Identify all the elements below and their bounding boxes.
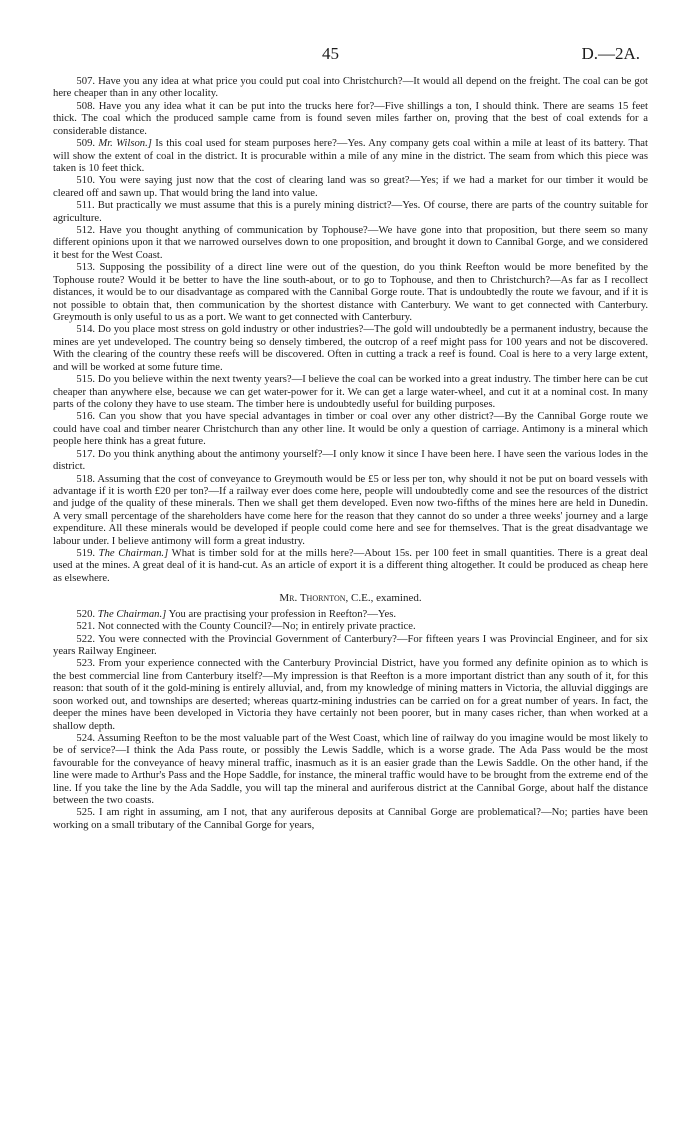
- question-text: Not connected with the County Council?—No; in entirely private practice.: [97, 621, 416, 633]
- question-text: From your experience connected with the Canterbury Provincial District, have you formed any definite opinion as to which is the best commercial line from Canterbury itself?—My impression is that Reefton is a more important district than any south of it, for this reason: that south of it the gold-mining is entirely alluvial, and, from my knowledge of mining matters in Victoria, the alluvial diggings are soon worked out, and townships are deserted; whereas quartz-mining industries can be carried on for a great number of years. In fact, the deeper the mines have been developed in Victoria they have certainly not been poorer, but in many cases richer, than when worked at a shallow depth.: [53, 658, 648, 732]
- question-number: 508.: [76, 100, 96, 112]
- speaker-label: The Chairman.]: [98, 548, 169, 560]
- question-text: What is timber sold for at the mills here?—About 15s. per 100 feet in small quantities. There is a great deal used at the mines. A great deal of it is hand-cut. As an article of export it is a different thing altogether. It could be produced as cheap here as elsewhere.: [53, 548, 648, 584]
- examination-section-1: [53, 76, 648, 585]
- question-number: 524.: [76, 732, 96, 744]
- question-text: Assuming that the cost of conveyance to Greymouth would be £5 or less per ton, why should it not be put on board vessels with advantage if it is worth £20 per ton?—If a railway ever does come here, people will undoubtedly come and see the resources of the district and judge of the quality of these minerals. Then we shall get them developed. Even now two-fifths of the mines here are held in Dunedin. A very small percentage of the shareholders have come here for the reason that they cannot do so under a three weeks' journey and a large expenditure. All these minerals would be developed if people could come here and see for themselves. That is the great disadvantage we labour under. I believe antimony will form a great industry.: [53, 473, 648, 547]
- witness-name: Mr. Thornton: [279, 592, 346, 605]
- question-number: 512.: [76, 225, 96, 237]
- speaker-label: The Chairman.]: [97, 608, 167, 620]
- witness-heading: [53, 592, 648, 604]
- question-text: Have you any idea at what price you could put coal into Christchurch?—It would all depend on the freight. The coal can be got here cheaper than in any other locality.: [53, 76, 648, 100]
- question-number: 510.: [76, 175, 96, 187]
- question-text: Assuming Reefton to be the most valuable part of the West Coast, which line of railway do you imagine would be most likely to be of service?—I think the Ada Pass route, or possibly the Lewis Saddle, which is a worse grade. The Ada Pass would be the most favourable for the conveyance of heavy mineral traffic, inasmuch as it is an easier grade than the Lewis Saddle. On the other hand, if the line were made to Arthur's Pass and the Hope Saddle, for instance, the mineral traffic would have to be brought from the extreme end of the line. If you take the line by the Ada Saddle, you will tap the mineral and auriferous district at the Cannibal Gorge, about half the distance between the two coasts.: [53, 732, 648, 807]
- question-text: Have you thought anything of communication by Tophouse?—We have gone into that proposition, but there seem so many different opinions upon it that we narrowed ourselves down to one proposition, and brought it down to Cannibal Gorge, and we considered it best for the West Coast.: [53, 225, 648, 261]
- question-number: 517.: [76, 448, 96, 460]
- question-paragraph: [53, 262, 648, 324]
- question-number: 522.: [76, 633, 96, 645]
- document-code: D.—2A.: [581, 44, 640, 63]
- question-number: 525.: [76, 807, 96, 819]
- question-number: 515.: [76, 374, 96, 386]
- question-text: Is this coal used for steam purposes here?—Yes. Any company gets coal within a mile at least of its battery. That will show the extent of coal in the district. It is procurable within a mile of any mine in the district. The seam from which this piece was taken is 10 feet thick.: [53, 138, 648, 174]
- question-paragraph: [53, 807, 648, 832]
- question-paragraph: [53, 621, 648, 633]
- page-header: [0, 44, 700, 68]
- question-paragraph: [53, 225, 648, 262]
- question-paragraph: [53, 411, 648, 448]
- body-text: [53, 76, 648, 832]
- question-number: 520.: [76, 608, 96, 620]
- question-text: I am right in assuming, am I not, that any auriferous deposits at Cannibal Gorge are problematical?—No; parties have been working on a small tributary of the Cannibal Gorge for years,: [53, 807, 648, 831]
- question-number: 514.: [76, 324, 96, 336]
- question-paragraph: [53, 138, 648, 175]
- examination-section-2: [53, 609, 648, 833]
- witness-title: , C.E., examined.: [345, 592, 422, 605]
- question-text: Have you any idea what it can be put into the trucks here for?—Five shillings a ton, I should think. There are seams 15 feet thick. The coal which the produced sample came from is found seven miles farther on, proving that the best of coal extends for a considerable distance.: [53, 100, 648, 137]
- question-text: You were connected with the Provincial Government of Canterbury?—For fifteen years I was Provincial Engineer, and for six years Railway Engineer.: [53, 633, 649, 657]
- question-paragraph: [53, 200, 648, 225]
- question-paragraph: [53, 658, 648, 733]
- question-number: 518.: [76, 473, 96, 485]
- speaker-label: Mr. Wilson.]: [98, 138, 152, 150]
- question-paragraph: [53, 634, 648, 659]
- question-number: 521.: [76, 621, 96, 633]
- question-paragraph: [53, 374, 648, 411]
- question-text: You are practising your profession in Reefton?—Yes.: [168, 608, 397, 620]
- question-number: 513.: [76, 262, 96, 274]
- question-paragraph: [53, 324, 648, 374]
- question-text: Can you show that you have special advantages in timber or coal over any other district?—By the Cannibal Gorge route we could have coal and timber nearer Christchurch than any other line. It would be only a question of carriage. Antimony is a mineral which people here think has a great future.: [53, 411, 648, 448]
- question-paragraph: [53, 101, 648, 138]
- question-paragraph: [53, 609, 648, 621]
- question-number: 507.: [76, 76, 96, 87]
- question-number: 516.: [76, 411, 96, 423]
- question-paragraph: [53, 733, 648, 808]
- question-number: 519.: [76, 548, 96, 560]
- question-number: 523.: [76, 658, 96, 670]
- question-number: 511.: [76, 200, 95, 212]
- page-number: 45: [322, 44, 339, 63]
- question-text: Do you believe within the next twenty years?—I believe the coal can be worked into a great industry. The timber here can be cut cheaper than anywhere else, because we can get water-power for it. We can get a large water-wheel, and cut it at a nominal cost. In many parts of the colony they have to use steam. The timber here is undoubtedly useful for building purposes.: [53, 374, 648, 410]
- question-number: 509.: [76, 138, 96, 150]
- question-paragraph: [53, 449, 648, 474]
- question-text: Do you place most stress on gold industry or other industries?—The gold will undoubtedly be a permanent industry, because the mines are yet undeveloped. The country being so densely timbered, the outcrop of a reef might pass for 100 years and not be discovered. With the clearing of the country these reefs will be discovered. Often in cutting a track a reef is found. Coal is here to a very large extent, and will be worked at some future time.: [53, 324, 648, 373]
- question-text: You were saying just now that the cost of clearing land was so great?—Yes; if we had a market for our timber it would be cleared off and sawn up. That would bring the land into value.: [53, 175, 649, 199]
- question-paragraph: [53, 175, 648, 200]
- question-text: Supposing the possibility of a direct line were out of the question, do you think Reefton would be more benefited by the Tophouse route? Would it be better to have the line south-about, or to go to Tophouse, and then to Christchurch?—As far as I recollect distances, it would be to our disadvantage as compared with the Cannibal Gorge route. That is undoubtedly the route we favour, and if it is not possible to obtain that, then communication by the shortest distance with Canterbury. We want to get connected with Canterbury. Greymouth is only useful to us as a port. We want to get connected with Canterbury.: [53, 262, 648, 324]
- question-text: But practically we must assume that this is a purely mining district?—Yes. Of course, there are parts of the country suitable for agriculture.: [53, 200, 648, 224]
- question-paragraph: [53, 548, 648, 585]
- question-paragraph: [53, 474, 648, 549]
- question-paragraph: [53, 76, 648, 101]
- question-text: Do you think anything about the antimony yourself?—I only know it since I have been here. I have seen the various lodes in the district.: [53, 448, 648, 473]
